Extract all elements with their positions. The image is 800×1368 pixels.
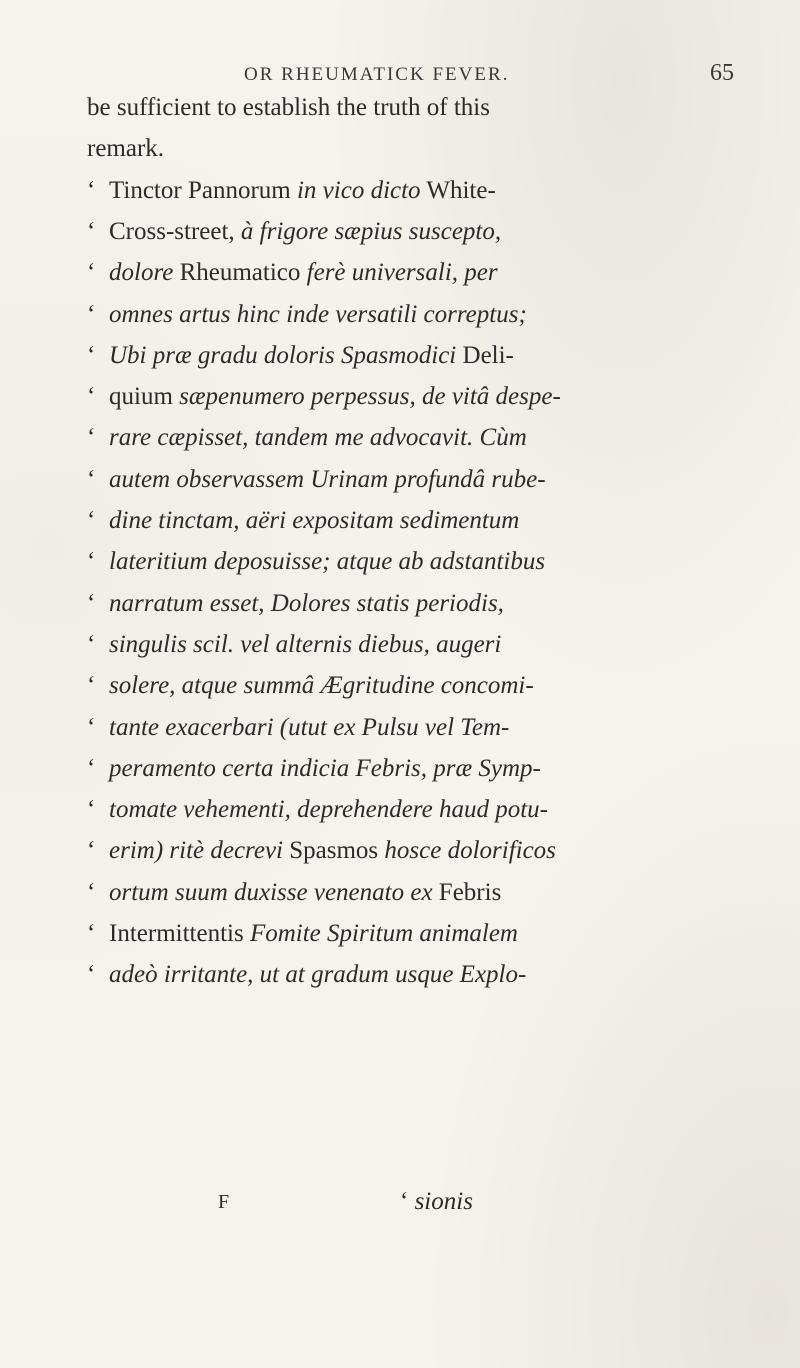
italic-text: autem observassem Urinam profundâ rube- <box>109 465 546 493</box>
quote-mark: ‘ <box>87 465 96 493</box>
italic-text: à frigore sæpius suscepto, <box>240 217 502 245</box>
roman-text: Spasmos <box>283 837 385 865</box>
roman-text: Intermittentis <box>109 920 250 947</box>
text-line <box>87 749 767 789</box>
text-line <box>87 708 767 748</box>
italic-text: rare cæpisset, tandem me advocavit. Cùm <box>109 424 527 452</box>
text-line <box>87 790 767 830</box>
italic-text: singulis scil. vel alternis diebus, augeri <box>109 630 502 658</box>
quote-mark: ‘ <box>87 837 96 865</box>
quote-mark: ‘ <box>87 507 96 534</box>
text-line <box>87 418 767 458</box>
signature-mark: F <box>218 1191 230 1213</box>
roman-text: White- <box>420 176 496 204</box>
text-line <box>87 336 767 376</box>
quote-mark: ‘ <box>87 424 96 452</box>
text-line <box>87 129 767 169</box>
quote-mark: ‘ <box>87 176 96 204</box>
text-line <box>87 88 767 128</box>
roman-text: Cross-street, <box>109 217 241 245</box>
quote-mark: ‘ <box>87 589 96 617</box>
running-title: OR RHEUMATICK FEVER. <box>244 64 510 85</box>
italic-text: in vico dicto <box>296 176 421 204</box>
text-line <box>87 460 767 500</box>
text-line <box>87 542 767 582</box>
text-line <box>87 584 767 624</box>
roman-text: be sufficient to establish the truth of this <box>87 94 490 121</box>
page-footer <box>0 1182 800 1222</box>
italic-text: tomate vehementi, deprehendere haud potu- <box>109 796 548 824</box>
italic-text: narratum esset, Dolores statis periodis, <box>109 589 504 617</box>
italic-text: adeò irritante, ut at gradum usque Explo- <box>109 961 527 989</box>
roman-text: Tinctor Pannorum <box>109 176 297 204</box>
quote-mark: ‘ <box>87 217 96 245</box>
italic-text: tante exacerbari (utut ex Pulsu vel Tem- <box>109 713 510 741</box>
text-line <box>87 253 767 293</box>
catchword-text: sionis <box>414 1188 473 1215</box>
quote-mark: ‘ <box>87 259 96 287</box>
italic-text: Fomite Spiritum animalem <box>249 920 518 947</box>
text-line <box>87 955 767 995</box>
quote-mark: ‘ <box>87 920 96 947</box>
italic-text: solere, atque summâ Ægritudine concomi- <box>109 672 534 700</box>
italic-text: sæpenumero perpessus, de vitâ despe- <box>179 383 561 411</box>
italic-text: Ubi præ gradu doloris Spasmodici <box>109 341 457 369</box>
italic-text: ortum suum duxisse venenato ex <box>109 878 433 906</box>
roman-text: Rheumatico <box>173 259 307 287</box>
quote-mark: ‘ <box>87 300 96 328</box>
italic-text: omnes artus hinc inde versatili correptus; <box>109 300 527 328</box>
text-line <box>87 625 767 665</box>
roman-text: quium <box>109 383 180 411</box>
italic-text: hosce dolorificos <box>384 837 556 865</box>
text-line <box>87 873 767 913</box>
text-line <box>87 914 767 954</box>
roman-text: Febris <box>432 878 502 906</box>
quote-mark: ‘ <box>87 630 96 658</box>
text-line <box>87 295 767 335</box>
catchword-quote: ‘ <box>400 1188 409 1215</box>
roman-text: remark. <box>87 135 165 163</box>
roman-text: Deli- <box>456 341 514 369</box>
quote-mark: ‘ <box>87 796 96 824</box>
text-line <box>87 171 767 211</box>
text-line <box>87 377 767 417</box>
quote-mark: ‘ <box>87 548 96 576</box>
text-line <box>87 501 767 541</box>
text-line <box>87 831 767 871</box>
page-number: 65 <box>710 60 734 86</box>
italic-text: dine tinctam, aëri expositam sedimentum <box>109 507 520 534</box>
catchword <box>400 1182 473 1222</box>
quote-mark: ‘ <box>87 383 96 411</box>
italic-text: peramento certa indicia Febris, præ Symp- <box>109 754 541 782</box>
quote-mark: ‘ <box>87 878 96 906</box>
quote-mark: ‘ <box>87 713 96 741</box>
quote-mark: ‘ <box>87 961 96 989</box>
quote-mark: ‘ <box>87 754 96 782</box>
italic-text: dolore <box>109 259 174 287</box>
italic-text: erim) ritè decrevi <box>109 837 283 865</box>
quote-mark: ‘ <box>87 341 96 369</box>
italic-text: ferè universali, per <box>306 259 498 287</box>
italic-text: lateritium deposuisse; atque ab adstantibus <box>109 548 546 576</box>
quote-mark: ‘ <box>87 672 96 700</box>
text-line <box>87 666 767 706</box>
text-line <box>87 212 767 252</box>
